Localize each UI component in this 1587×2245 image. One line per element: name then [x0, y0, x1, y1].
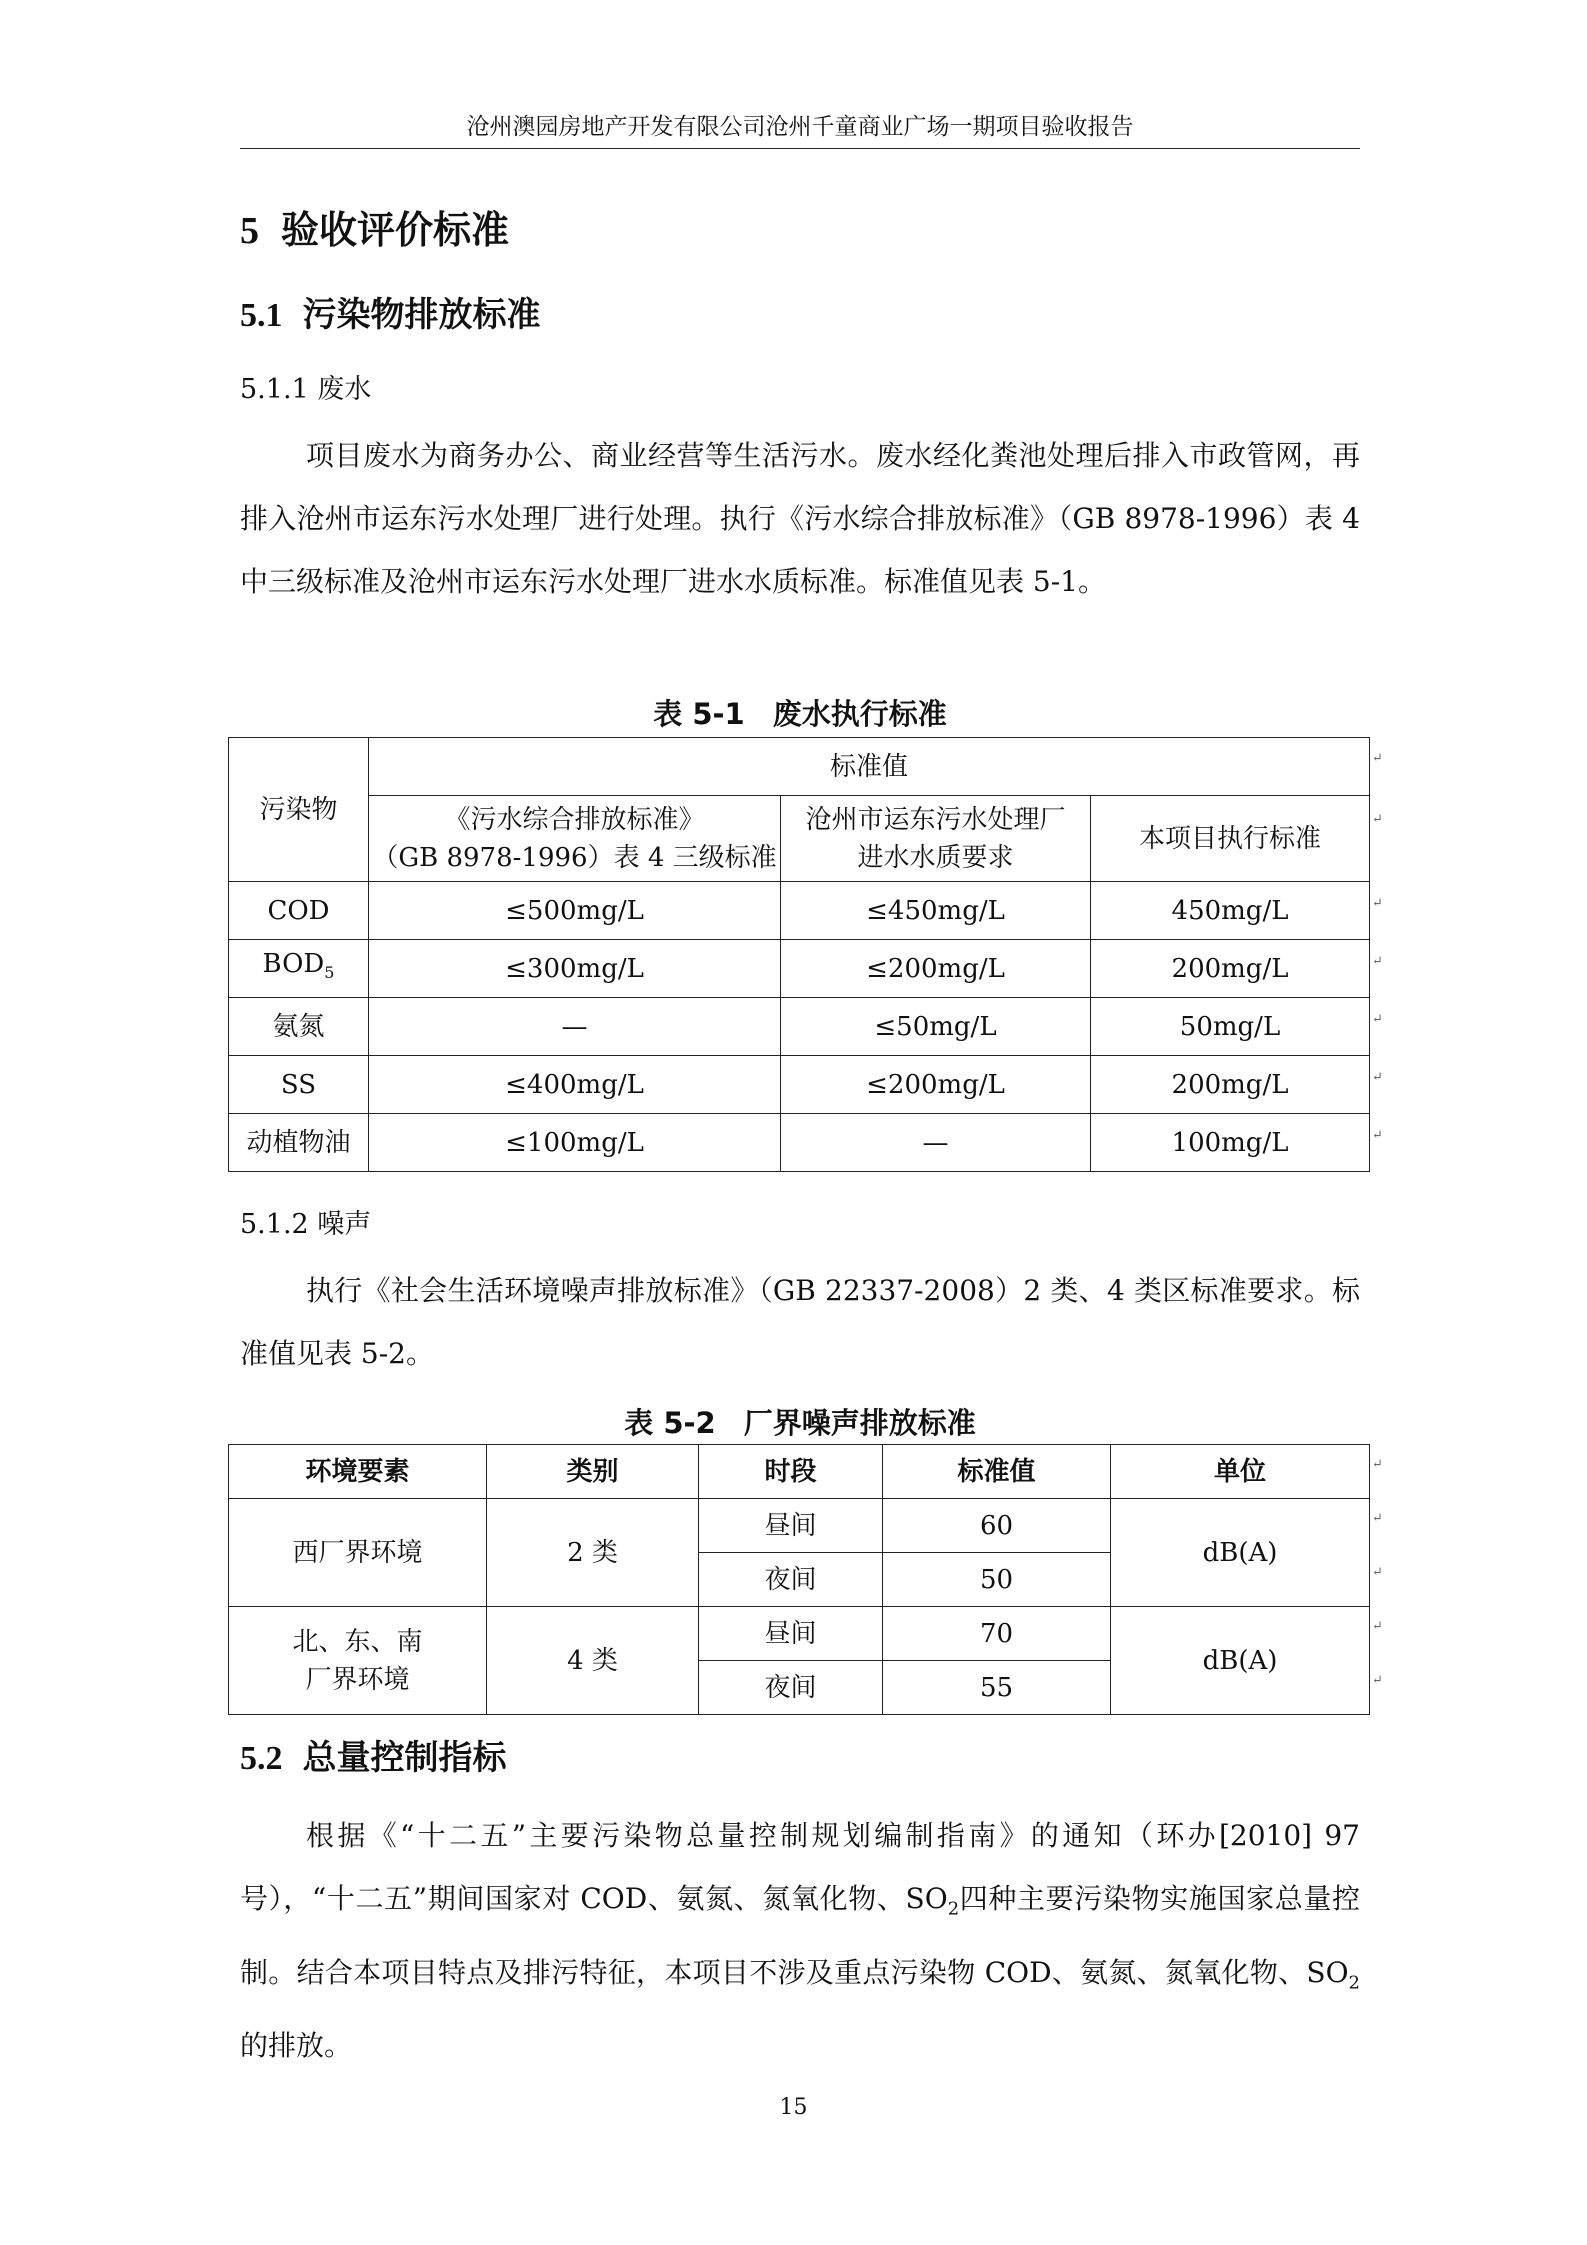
cell-project: 200mg/L [1091, 940, 1370, 998]
section-number: 5.1 [240, 297, 283, 334]
header-period: 时段 [699, 1445, 883, 1499]
header-element: 环境要素 [229, 1445, 487, 1499]
cell-unit: dB(A) [1111, 1607, 1370, 1715]
cell-yundong: ≤200mg/L [781, 1056, 1091, 1114]
element-line: 北、东、南 [292, 1626, 423, 1657]
cell-value: 60 [883, 1499, 1111, 1553]
paragraph-mark-icon: ↵ [1372, 896, 1383, 911]
header-line: 沧州市运东污水处理厂 [805, 804, 1066, 835]
section-title: 验收评价标准 [281, 208, 510, 252]
table-row [229, 882, 1370, 940]
cell-project: 200mg/L [1091, 1056, 1370, 1114]
cell-category: 2 类 [487, 1499, 699, 1607]
cell-yundong: — [781, 1114, 1091, 1172]
cell-pollutant: 氨氮 [229, 998, 369, 1056]
paragraph-mark-icon: ↵ [1372, 1619, 1383, 1634]
section-5-1-2-heading: 5.1.2 噪声 [240, 1209, 372, 1240]
cell-pollutant [229, 940, 369, 998]
header-yundong [781, 796, 1091, 882]
section-number: 5.2 [240, 1740, 283, 1777]
header-unit: 单位 [1111, 1445, 1370, 1499]
wastewater-paragraph: 项目废水为商务办公、商业经营等生活污水。废水经化粪池处理后排入市政管网，再排入沧州市运东污水处理厂进行处理。执行《污水综合排放标准》（GB 8978-1996）表 4 中三级标准及沧州市运东污水处理厂进水水质标准。标准值见表 5-1。 [240, 439, 1360, 598]
section-number: 5 [240, 210, 259, 252]
table-row [229, 940, 1370, 998]
paragraph-mark-icon: ↵ [1372, 1673, 1383, 1688]
paragraph-mark-icon: ↵ [1372, 751, 1383, 766]
paragraph-mark-icon: ↵ [1372, 954, 1383, 969]
section-5-1-heading [240, 292, 541, 339]
cell-element: 西厂界环境 [229, 1499, 487, 1607]
cell-value: 50 [883, 1553, 1111, 1607]
text-run: 根据《“十二五”主要污染物总量控制规划编制指南》的通知（环办[2010] 97 号），“十二五”期间国家对 COD、氨氮、氮氧化物、SO [240, 1819, 1360, 1915]
subscript: 2 [947, 1898, 960, 1920]
page-number: 15 [779, 2095, 808, 2120]
element-line: 厂界环境 [305, 1664, 410, 1695]
table-row [229, 1607, 1370, 1661]
caption-number: 表 5-1 [653, 697, 745, 731]
header-project-standard: 本项目执行标准 [1091, 796, 1370, 882]
cell-yundong: ≤200mg/L [781, 940, 1091, 998]
paragraph-mark-icon: ↵ [1372, 1511, 1383, 1526]
section-title: 污染物排放标准 [302, 295, 541, 335]
pollutant-subscript: 5 [324, 963, 335, 983]
cell-project: 50mg/L [1091, 998, 1370, 1056]
section-5-2-heading [240, 1735, 507, 1782]
table-5-1-caption [240, 696, 1360, 732]
text-run: 的排放。 [240, 2029, 353, 2063]
cell-yundong: ≤50mg/L [781, 998, 1091, 1056]
paragraph-mark-icon: ↵ [1372, 1565, 1383, 1580]
cell-period: 夜间 [699, 1553, 883, 1607]
paragraph-mark-icon: ↵ [1372, 1012, 1383, 1027]
table-row [229, 998, 1370, 1056]
cell-category: 4 类 [487, 1607, 699, 1715]
cell-gb8978: ≤300mg/L [369, 940, 781, 998]
header-value: 标准值 [883, 1445, 1111, 1499]
cell-project: 450mg/L [1091, 882, 1370, 940]
total-control-paragraph [240, 1804, 1360, 2077]
table-5-2-caption [240, 1405, 1360, 1441]
table-row [229, 1114, 1370, 1172]
header-standard-value: 标准值 [369, 738, 1370, 796]
caption-title: 废水执行标准 [772, 697, 947, 731]
cell-period: 夜间 [699, 1661, 883, 1715]
cell-gb8978: ≤400mg/L [369, 1056, 781, 1114]
cell-gb8978: ≤100mg/L [369, 1114, 781, 1172]
text-run: 四种主要污染物实施国家总量控制。结合本项目特点及排污特征，本项目不涉及重点污染物 COD、氨氮、氮氧化物、SO [240, 1882, 1360, 1989]
cell-element [229, 1607, 487, 1715]
cell-value: 70 [883, 1607, 1111, 1661]
cell-gb8978: ≤500mg/L [369, 882, 781, 940]
cell-unit: dB(A) [1111, 1499, 1370, 1607]
subscript: 2 [1348, 1972, 1360, 1994]
header-category: 类别 [487, 1445, 699, 1499]
cell-value: 55 [883, 1661, 1111, 1715]
section-title: 总量控制指标 [302, 1738, 507, 1778]
cell-gb8978: — [369, 998, 781, 1056]
caption-number: 表 5-2 [624, 1406, 716, 1440]
cell-pollutant: SS [229, 1056, 369, 1114]
cell-period: 昼间 [699, 1499, 883, 1553]
table-row [229, 1056, 1370, 1114]
pollutant-name: BOD [262, 948, 325, 979]
cell-period: 昼间 [699, 1607, 883, 1661]
wastewater-standard-table [228, 737, 1370, 1172]
header-line: （GB 8978-1996）表 4 三级标准 [372, 842, 777, 873]
header-line: 《污水综合排放标准》 [444, 804, 705, 835]
paragraph-mark-icon: ↵ [1372, 1457, 1383, 1472]
section-5-heading [240, 205, 509, 256]
page-header: 沧州澳园房地产开发有限公司沧州千童商业广场一期项目验收报告 [240, 112, 1360, 149]
cell-project: 100mg/L [1091, 1114, 1370, 1172]
cell-yundong: ≤450mg/L [781, 882, 1091, 940]
paragraph-mark-icon: ↵ [1372, 1128, 1383, 1143]
section-5-1-1-heading: 5.1.1 废水 [240, 374, 372, 405]
noise-standard-table [228, 1444, 1370, 1715]
cell-pollutant: COD [229, 882, 369, 940]
header-pollutant: 污染物 [229, 738, 369, 882]
paragraph-mark-icon: ↵ [1372, 1070, 1383, 1085]
cell-pollutant: 动植物油 [229, 1114, 369, 1172]
header-line: 进水水质要求 [857, 842, 1014, 873]
table-row [229, 1499, 1370, 1553]
paragraph-mark-icon: ↵ [1372, 812, 1383, 827]
header-gb8978 [369, 796, 781, 882]
noise-paragraph: 执行《社会生活环境噪声排放标准》（GB 22337-2008）2 类、4 类区标准要求。标准值见表 5-2。 [240, 1274, 1360, 1370]
caption-title: 厂界噪声排放标准 [743, 1406, 976, 1440]
